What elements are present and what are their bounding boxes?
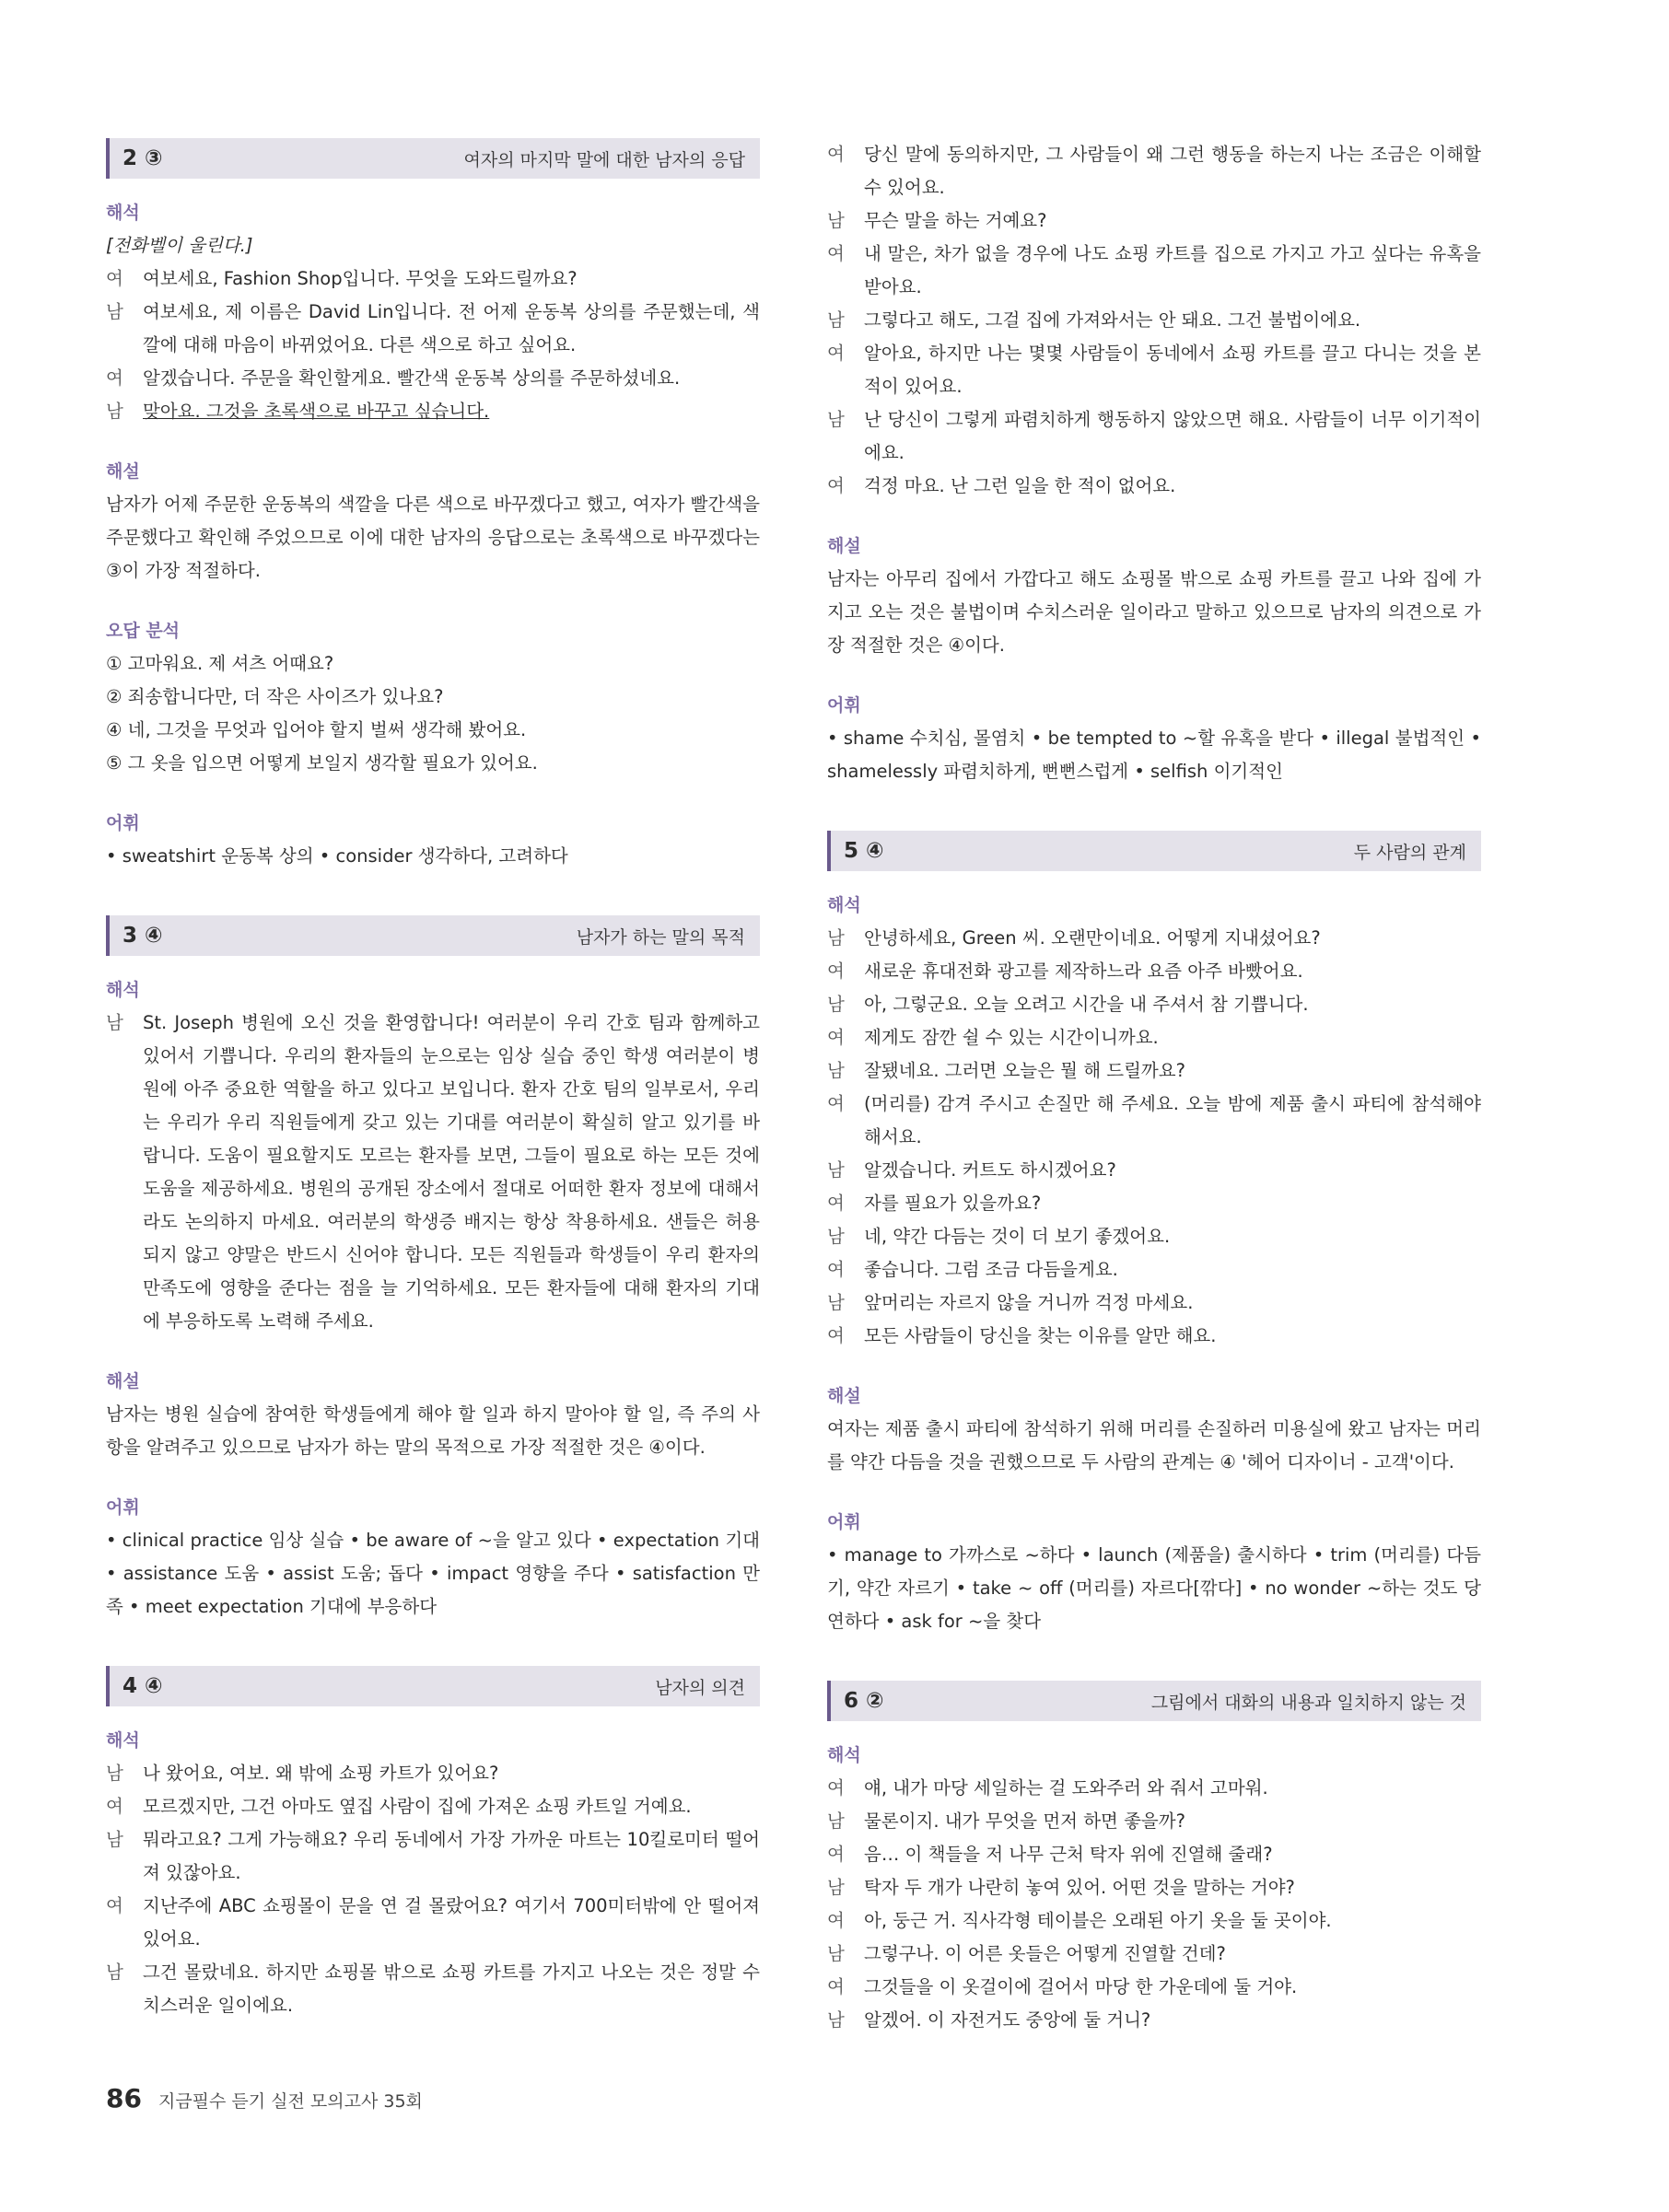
speaker: 남 xyxy=(827,409,845,430)
dialogue-line xyxy=(827,138,1481,204)
q4-explanation: 남자는 아무리 집에서 가깝다고 해도 쇼핑몰 밖으로 쇼핑 카트를 끌고 나와 집에 가지고 오는 것은 불법이며 수치스러운 일이라고 말하고 있으므로 남자의 의견으로 가장 적절한 것은 ④이다. xyxy=(827,568,1481,656)
speaker: 남 xyxy=(827,2009,845,2031)
q3-explanation: 남자는 병원 실습에 참여한 학생들에게 해야 할 일과 하지 말아야 할 일, 즉 주의 사항을 알려주고 있으므로 남자가 하는 말의 목적으로 가장 적절한 것은 ④이다. xyxy=(106,1403,760,1458)
q2-wrong-option: ④ 네, 그것을 무엇과 입어야 할지 벌써 생각해 봤어요. xyxy=(106,719,527,740)
speaker: 여 xyxy=(827,1093,845,1114)
dialogue-line xyxy=(827,1187,1481,1220)
q5-explanation-label: 해설 xyxy=(827,1386,861,1406)
dialogue-line xyxy=(827,988,1481,1021)
speaker: 남 xyxy=(106,1763,123,1784)
dialogue-line xyxy=(827,2004,1481,2037)
dialogue-line xyxy=(827,1938,1481,1971)
book-title: 지금필수 듣기 실전 모의고사 35회 xyxy=(158,2091,423,2112)
dialogue-line xyxy=(106,1890,760,1956)
dialogue-line xyxy=(827,403,1481,470)
answer-underlined: 맞아요. 그것을 초록색으로 바꾸고 싶습니다. xyxy=(143,401,490,422)
q5-header xyxy=(827,831,1481,871)
speaker: 여 xyxy=(827,960,845,982)
q4-header xyxy=(106,1666,760,1706)
dialogue-line xyxy=(827,1088,1481,1154)
speaker: 여 xyxy=(827,475,845,496)
q5-number: 5 ④ xyxy=(844,839,884,863)
speaker: 남 xyxy=(827,210,845,231)
right-column xyxy=(827,138,1481,2037)
q2-wrong-option: ⑤ 그 옷을 입으면 어떻게 보일지 생각할 필요가 있어요. xyxy=(106,752,538,774)
dialogue-line xyxy=(827,922,1481,955)
q4-title: 남자의 의견 xyxy=(655,1677,745,1698)
dialogue-line xyxy=(827,1154,1481,1187)
line-text: 당신 말에 동의하지만, 그 사람들이 왜 그런 행동을 하는지 나는 조금은 이해할 수 있어요. xyxy=(864,144,1481,198)
q4-vocab: • shame 수치심, 몰염치 • be tempted to ~할 유혹을 받다 • illegal 불법적인 • shamelessly 파렴치하게, 뻔뻔스럽게 • selfish 이기적인 xyxy=(827,728,1481,782)
line-text: 탁자 두 개가 나란히 놓여 있어. 어떤 것을 말하는 거야? xyxy=(864,1877,1295,1898)
speaker: 남 xyxy=(106,401,123,422)
speaker: 남 xyxy=(827,1877,845,1898)
q4-number: 4 ④ xyxy=(123,1674,163,1698)
speaker: 남 xyxy=(106,301,123,322)
line-text: 여보세요, Fashion Shop입니다. 무엇을 도와드릴까요? xyxy=(143,268,578,289)
line-text: 내 말은, 차가 없을 경우에 나도 쇼핑 카트를 집으로 가지고 가고 싶다는 유혹을 받아요. xyxy=(864,243,1481,297)
dialogue-line xyxy=(827,1253,1481,1286)
line-text: 제게도 잠깐 쉴 수 있는 시간이니까요. xyxy=(864,1027,1159,1048)
q3-title: 남자가 하는 말의 목적 xyxy=(576,926,745,948)
speaker: 남 xyxy=(827,994,845,1015)
line-text: 알겠습니다. 주문을 확인할게요. 빨간색 운동복 상의를 주문하셨네요. xyxy=(143,367,681,389)
dialogue-line xyxy=(827,470,1481,503)
speaker: 남 xyxy=(827,1292,845,1313)
speaker: 남 xyxy=(106,1829,123,1850)
q3-explanation-label: 해설 xyxy=(106,1371,140,1391)
dialogue-line xyxy=(106,296,760,362)
q5-vocab: • manage to 가까스로 ~하다 • launch (제품을) 출시하다 • trim (머리를) 다듬기, 약간 자르기 • take ~ off (머리를) 자르다[깎다] • no wonder ~하는 것도 당연하다 • ask for ~을 찾다 xyxy=(827,1544,1481,1632)
speaker: 남 xyxy=(827,309,845,331)
page-footer xyxy=(106,2083,423,2113)
q5-vocab-label: 어휘 xyxy=(827,1512,861,1532)
line-text: 음… 이 책들을 저 나무 근처 탁자 위에 진열해 줄래? xyxy=(864,1844,1273,1865)
q2-header xyxy=(106,138,760,179)
speaker: 남 xyxy=(827,1810,845,1832)
dialogue-line xyxy=(106,1757,760,1790)
speaker: 남 xyxy=(827,1226,845,1247)
line-text: 여보세요, 제 이름은 David Lin입니다. 전 어제 운동복 상의를 주문했는데, 색깔에 대해 마음이 바뀌었어요. 다른 색으로 하고 싶어요. xyxy=(143,301,760,355)
line-text: 좋습니다. 그럼 조금 다듬을게요. xyxy=(864,1259,1118,1280)
line-text: 그건 몰랐네요. 하지만 쇼핑몰 밖으로 쇼핑 카트를 가지고 나오는 것은 정말 수치스러운 일이에요. xyxy=(143,1962,760,2016)
speaker: 남 xyxy=(827,1159,845,1181)
dialogue-line xyxy=(827,1805,1481,1838)
line-text: 모르겠지만, 그건 아마도 옆집 사람이 집에 가져온 쇼핑 카트일 거예요. xyxy=(143,1796,692,1817)
dialogue-line xyxy=(827,1220,1481,1253)
dialogue-line xyxy=(827,1021,1481,1054)
dialogue-line xyxy=(106,1790,760,1823)
dialogue-line xyxy=(827,1772,1481,1805)
page-number: 86 xyxy=(106,2083,142,2113)
q4-explanation-label: 해설 xyxy=(827,536,861,556)
speaker: 남 xyxy=(827,1060,845,1081)
q4-vocab-label: 어휘 xyxy=(827,695,861,716)
dialogue-line xyxy=(106,1007,760,1338)
dialogue-line xyxy=(827,1320,1481,1353)
q3-vocab-label: 어휘 xyxy=(106,1497,140,1518)
dialogue-line xyxy=(827,1971,1481,2004)
line-text: 안녕하세요, Green 씨. 오랜만이네요. 어떻게 지내셨어요? xyxy=(864,927,1321,949)
line-text: 그렇다고 해도, 그걸 집에 가져와서는 안 돼요. 그건 불법이에요. xyxy=(864,309,1361,331)
speaker: 여 xyxy=(106,367,123,389)
q2-wrong-option: ① 고마워요. 제 셔츠 어때요? xyxy=(106,653,334,674)
line-text: (머리를) 감겨 주시고 손질만 해 주세요. 오늘 밤에 제품 출시 파티에 참석해야 해서요. xyxy=(864,1093,1481,1147)
speaker: 여 xyxy=(827,1027,845,1048)
speaker: 여 xyxy=(827,343,845,364)
dialogue-line xyxy=(827,1286,1481,1320)
speaker: 남 xyxy=(106,1012,123,1033)
q6-header xyxy=(827,1681,1481,1721)
line-text: 아, 둥근 거. 직사각형 테이블은 오래된 아기 옷을 둘 곳이야. xyxy=(864,1910,1332,1931)
q2-vocab: • sweatshirt 운동복 상의 • consider 생각하다, 고려하다 xyxy=(106,845,568,867)
line-text: 걱정 마요. 난 그런 일을 한 적이 없어요. xyxy=(864,475,1176,496)
speaker: 여 xyxy=(106,1796,123,1817)
speaker: 여 xyxy=(827,1259,845,1280)
speaker: 여 xyxy=(827,243,845,264)
speaker: 여 xyxy=(827,1777,845,1799)
speaker: 여 xyxy=(827,1844,845,1865)
line-text: 무슨 말을 하는 거예요? xyxy=(864,210,1047,231)
line-text: 물론이지. 내가 무엇을 먼저 하면 좋을까? xyxy=(864,1810,1185,1832)
speaker: 여 xyxy=(827,1193,845,1214)
q3-vocab: • clinical practice 임상 실습 • be aware of ~을 알고 있다 • expectation 기대 • assistance 도움 • assist 도움; 돕다 • impact 영향을 주다 • satisfaction 만족 • meet expectation 기대에 부응하다 xyxy=(106,1530,760,1617)
q6-translation-label: 해석 xyxy=(827,1745,861,1765)
line-text: St. Joseph 병원에 오신 것을 환영합니다! 여러분이 우리 간호 팀과 함께하고 있어서 기쁩니다. 우리의 환자들의 눈으로는 임상 실습 중인 학생 여러분이 병원에 아주 중요한 역할을 하고 있다고 보입니다. 환자 간호 팀의 일부로서, 우리는 우리가 우리 직원들에게 갖고 있는 기대를 여러분이 확실히 알고 있기를 바랍니다. 도움이 필요할지도 모르는 환자를 보면, 그들이 필요로 하는 모든 것에 도움을 제공하세요. 병원의 공개된 장소에서 절대로 어떠한 환자 정보에 대해서라도 논의하지 마세요. 여러분의 학생증 배지는 항상 착용하세요. 샌들은 허용되지 않고 양말은 반드시 신어야 합니다. 모든 직원들과 학생들이 우리 환자의 만족도에 영향을 준다는 점을 늘 기억하세요. 모든 환자들에 대해 환자의 기대에 부응하도록 노력해 주세요. xyxy=(143,1012,760,1332)
q2-wrong-option: ② 죄송합니다만, 더 작은 사이즈가 있나요? xyxy=(106,686,444,707)
line-text: 자를 필요가 있을까요? xyxy=(864,1193,1042,1214)
dialogue-line xyxy=(106,1956,760,2022)
q2-explanation-label: 해설 xyxy=(106,461,140,482)
q5-title: 두 사람의 관계 xyxy=(1353,842,1466,863)
line-text: 지난주에 ABC 쇼핑몰이 문을 연 걸 몰랐어요? 여기서 700미터밖에 안 떨어져 있어요. xyxy=(143,1895,760,1950)
speaker: 여 xyxy=(827,1325,845,1346)
dialogue-line xyxy=(106,1823,760,1890)
dialogue-line xyxy=(827,204,1481,238)
dialogue-line xyxy=(827,304,1481,337)
line-text: 새로운 휴대전화 광고를 제작하느라 요즘 아주 바빴어요. xyxy=(864,960,1303,982)
speaker: 여 xyxy=(827,1976,845,1997)
speaker: 여 xyxy=(827,144,845,165)
q3-header xyxy=(106,915,760,956)
dialogue-line xyxy=(827,238,1481,304)
line-text: 그렇구나. 이 어른 옷들은 어떻게 진열할 건데? xyxy=(864,1943,1226,1964)
line-text: 앞머리는 자르지 않을 거니까 걱정 마세요. xyxy=(864,1292,1194,1313)
line-text: 얘, 내가 마당 세일하는 걸 도와주러 와 줘서 고마워. xyxy=(864,1777,1268,1799)
dialogue-line xyxy=(827,1904,1481,1938)
dialogue-line xyxy=(106,362,760,395)
q5-translation-label: 해석 xyxy=(827,895,861,915)
line-text: 네, 약간 다듬는 것이 더 보기 좋겠어요. xyxy=(864,1226,1171,1247)
line-text: 알겠습니다. 커트도 하시겠어요? xyxy=(864,1159,1116,1181)
q2-wrong-analysis-label: 오답 분석 xyxy=(106,621,181,641)
speaker: 남 xyxy=(827,1943,845,1964)
q5-explanation: 여자는 제품 출시 파티에 참석하기 위해 머리를 손질하러 미용실에 왔고 남자는 머리를 약간 다듬을 것을 권했으므로 두 사람의 관계는 ④ '헤어 디자이너 - 고객'이다. xyxy=(827,1418,1481,1473)
dialogue-line xyxy=(827,337,1481,403)
line-text: 모든 사람들이 당신을 찾는 이유를 알만 해요. xyxy=(864,1325,1217,1346)
line-text: 아, 그렇군요. 오늘 오려고 시간을 내 주셔서 참 기쁩니다. xyxy=(864,994,1309,1015)
speaker: 여 xyxy=(106,268,123,289)
line-text: 뭐라고요? 그게 가능해요? 우리 동네에서 가장 가까운 마트는 10킬로미터 떨어져 있잖아요. xyxy=(143,1829,760,1883)
line-text: 알겠어. 이 자전거도 중앙에 둘 거니? xyxy=(864,2009,1151,2031)
speaker: 여 xyxy=(827,1910,845,1931)
q2-title: 여자의 마지막 말에 대한 남자의 응답 xyxy=(463,149,745,170)
dialogue-line xyxy=(106,395,760,428)
q4-translation-label: 해석 xyxy=(106,1730,140,1751)
q2-explanation: 남자가 어제 주문한 운동복의 색깔을 다른 색으로 바꾸겠다고 했고, 여자가 빨간색을 주문했다고 확인해 주었으므로 이에 대한 남자의 응답으로는 초록색으로 바꾸겠다는 ③이 가장 적절하다. xyxy=(106,494,760,581)
dialogue-line xyxy=(827,1054,1481,1088)
dialogue-line xyxy=(106,262,760,296)
dialogue-line xyxy=(827,955,1481,988)
q2-stage-direction: [전화벨이 울린다.] xyxy=(106,235,253,256)
q2-number: 2 ③ xyxy=(123,146,163,170)
line-text: 난 당신이 그렇게 파렴치하게 행동하지 않았으면 해요. 사람들이 너무 이기적이에요. xyxy=(864,409,1481,463)
q3-translation-label: 해석 xyxy=(106,980,140,1000)
speaker: 여 xyxy=(106,1895,123,1916)
speaker: 남 xyxy=(106,1962,123,1983)
left-column xyxy=(106,138,760,2022)
q6-number: 6 ② xyxy=(844,1689,884,1713)
q2-translation-label: 해석 xyxy=(106,203,140,223)
line-text: 알아요, 하지만 나는 몇몇 사람들이 동네에서 쇼핑 카트를 끌고 다니는 것을 본 적이 있어요. xyxy=(864,343,1481,397)
line-text: 잘됐네요. 그러면 오늘은 뭘 해 드릴까요? xyxy=(864,1060,1185,1081)
speaker: 남 xyxy=(827,927,845,949)
q3-number: 3 ④ xyxy=(123,924,163,948)
line-text: 나 왔어요, 여보. 왜 밖에 쇼핑 카트가 있어요? xyxy=(143,1763,499,1784)
q6-title: 그림에서 대화의 내용과 일치하지 않는 것 xyxy=(1150,1692,1466,1713)
dialogue-line xyxy=(827,1838,1481,1871)
dialogue-line xyxy=(827,1871,1481,1904)
q2-vocab-label: 어휘 xyxy=(106,813,140,833)
line-text: 그것들을 이 옷걸이에 걸어서 마당 한 가운데에 둘 거야. xyxy=(864,1976,1298,1997)
